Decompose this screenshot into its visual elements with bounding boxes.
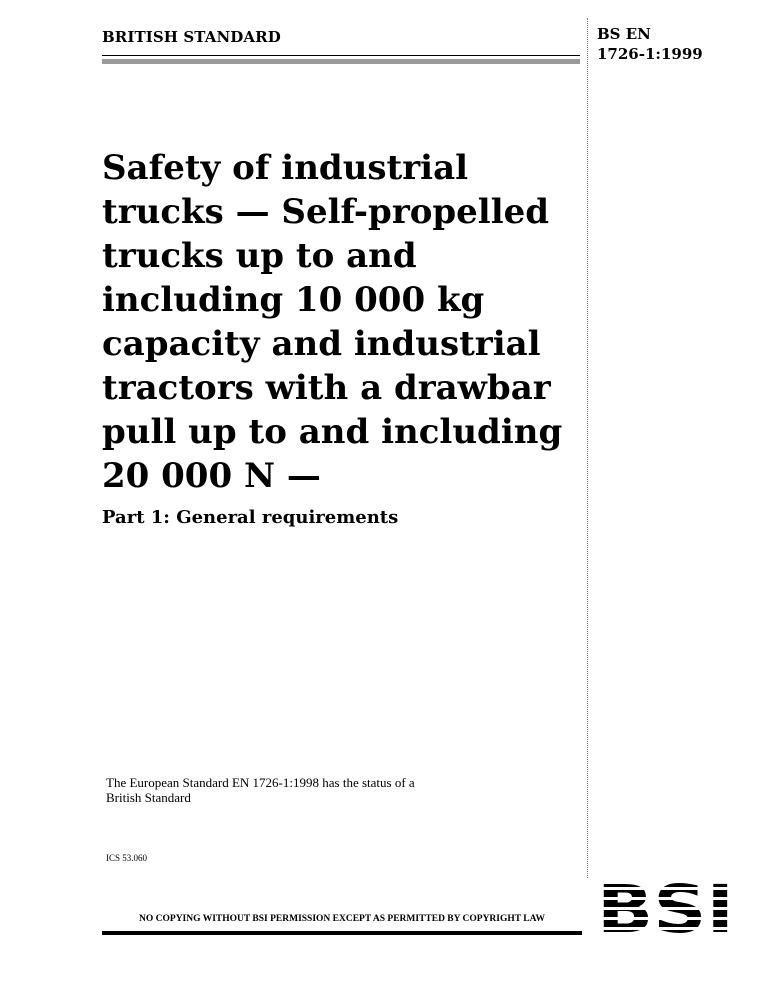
document-title: Safety of industrial trucks — Self-propelled trucks up to and including 10 000 kg capacity and industrial tractors with a drawbar pull up to and including 20 000 N — (102, 148, 563, 496)
standard-reference-line2: 1726-1:1999 (597, 45, 703, 63)
copyright-notice: NO COPYING WITHOUT BSI PERMISSION EXCEPT AS PERMITTED BY COPYRIGHT LAW (139, 914, 545, 924)
status-statement (106, 775, 446, 805)
status-line2: British Standard (106, 790, 191, 805)
ics-code: ICS 53.060 (106, 853, 148, 863)
header-rule-grey (102, 59, 580, 64)
vertical-divider (587, 18, 588, 878)
footer-rule (102, 931, 582, 935)
document-subtitle: Part 1: General requirements (102, 507, 399, 528)
status-line1: The European Standard EN 1726-1:1998 has the status of a (106, 775, 415, 790)
bsi-logo: BSI (597, 880, 734, 936)
header-rule-thin (102, 55, 580, 56)
header-british-standard: BRITISH STANDARD (102, 28, 281, 46)
standard-reference-line1: BS EN (597, 25, 651, 43)
standard-reference (597, 24, 757, 64)
